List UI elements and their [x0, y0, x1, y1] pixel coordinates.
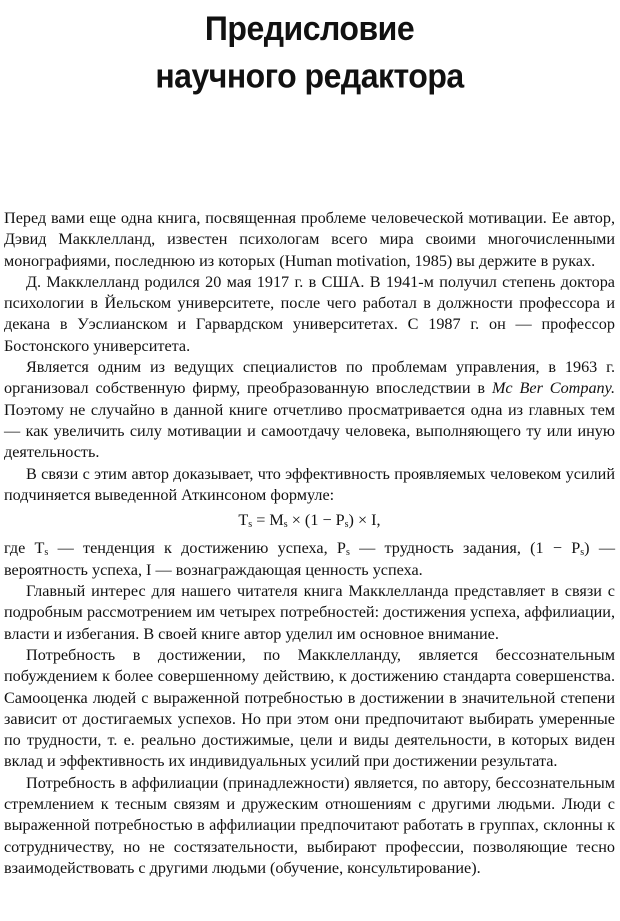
body-text [4, 208, 615, 879]
atkinson-formula [4, 506, 615, 538]
paragraph-company [4, 357, 615, 463]
page-title [4, 0, 615, 99]
formula-sub-1: s [248, 519, 253, 531]
legend-b: — тенденция к достижению успеха, P [48, 539, 346, 558]
page-title-line-1: Предисловие [204, 8, 415, 48]
legend-d: ) — вероятность успеха, I — вознаграждающая ценность успеха. [4, 539, 616, 579]
paragraph-company-text-a: Является одним из ведущих специалистов по проблемам управления, в 1963 г. организовал собственную фирму, преобразованную впоследствии в [4, 358, 615, 398]
legend-a: где T [4, 539, 45, 558]
legend-sub-3: s [580, 547, 585, 559]
paragraph-intro: Перед вами еще одна книга, посвященная проблеме человеческой мотивации. Ее автор, Дэвид Макклелланд, известен психологам всего мира своими многочисленными монографиями, последнюю из которых (Human motivation, 1985) вы держите в руках. [4, 209, 615, 270]
formula-sub-2: s [283, 519, 288, 531]
page-title-line-2: научного редактора [155, 56, 464, 96]
paragraph-formula-intro: В связи с этим автор доказывает, что эффективность проявляемых человеком усилий подчиняется выведенной Аткинсоном формуле: [4, 464, 615, 504]
formula-times: × (1 − P [287, 511, 345, 530]
paragraph-affiliation: Потребность в аффилиации (принадлежности) является, по автору, бессознательным стремлением к тесным связям и дружеским отношениям с другими людьми. Люди с выраженной потребностью в аффилиации предпочитают работать в группах, склонны к сотрудничеству, но не состязательности, выбирают профессии, позволяющие тесно взаимодействовать с другими людьми (обучение, консультирование). [4, 773, 615, 877]
legend-sub-2: s [345, 547, 350, 559]
paragraph-four-needs: Главный интерес для нашего читателя книга Макклелланда представляет в связи с подробным рассмотрением им четырех потребностей: достижения успеха, аффилиации, власти и избегания. В своей книге автор уделил им основное внимание. [4, 582, 615, 643]
paragraph-formula-legend [4, 538, 615, 581]
formula-sub-3: s [344, 519, 349, 531]
paragraph-company-text-b: Поэтому не случайно в данной книге отчетливо просматривается одна из главных тем — как увеличить силу мотивации и самоотдачу человека, выполняющего ту или иную деятельность. [4, 400, 615, 462]
formula-t: T [238, 511, 249, 530]
company-name: Mc Ber Company. [491, 379, 615, 398]
paragraph-biography: Д. Макклелланд родился 20 мая 1917 г. в США. В 1941-м получил степень доктора психологии в Йельском университете, после чего работал в должности профессора и декана в Уэслианском и Гарвардском университетах. С 1987 г. он — профессор Бостонского университета. [4, 272, 615, 355]
paragraph-achievement: Потребность в достижении, по Макклелланду, является бессознательным побуждением к более совершенному действию, к достижению стандарта совершенства. Самооценка людей с выраженной потребностью в достижении в значительной степени зависит от достигаемых успехов. Но при этом они предпочитают выбирать умеренные по трудности, т. е. реально достижимые, цели и виды деятельности, в которых виден вклад и эффективность их индивидуальных усилий при достижении результата. [4, 645, 615, 771]
legend-sub-1: s [44, 547, 49, 559]
legend-c: — трудность задания, (1 − P [349, 539, 581, 558]
formula-close: ) × I, [348, 511, 381, 530]
formula-eq: = M [252, 511, 284, 530]
